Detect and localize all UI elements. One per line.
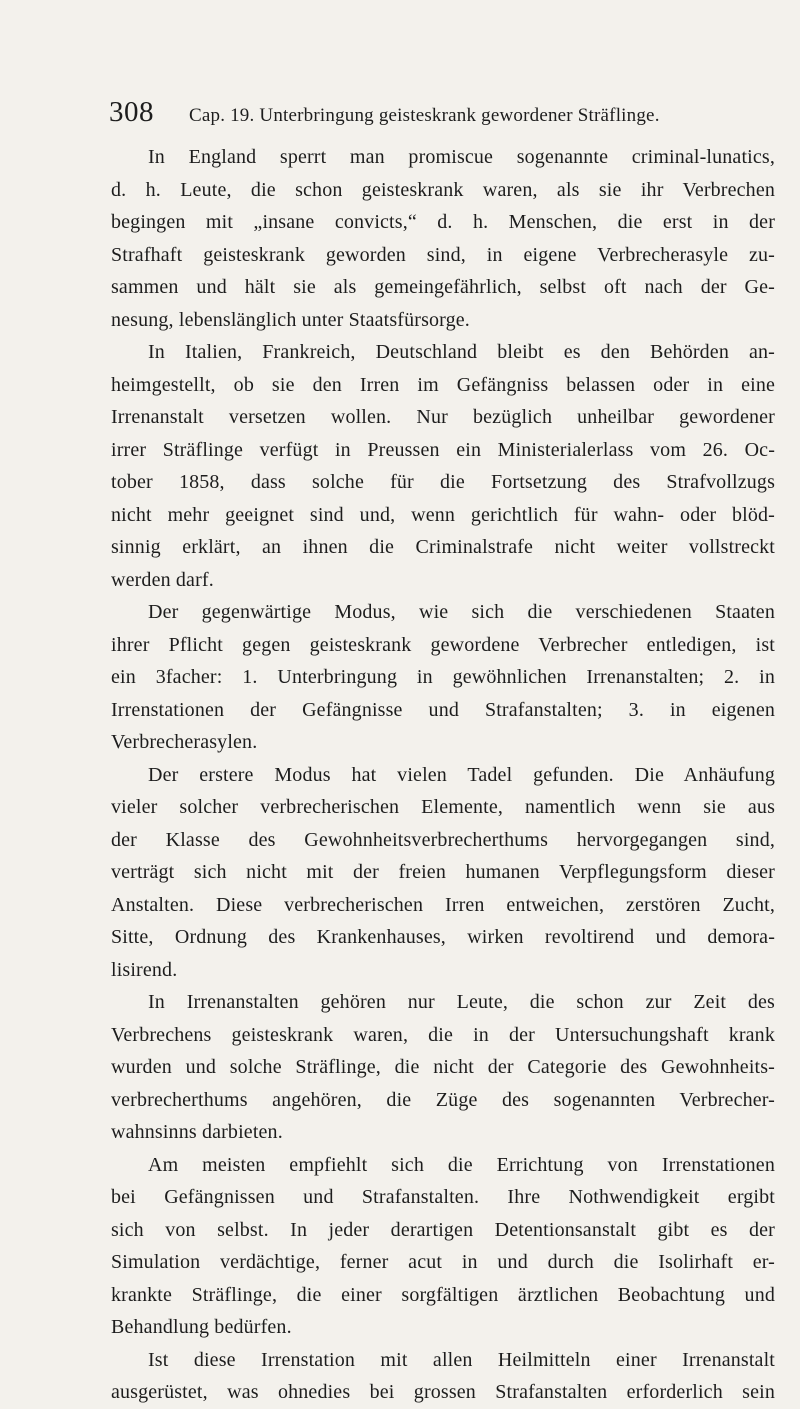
text-line: Verbrechens geisteskrank waren, die in der Untersuchungshaft krank bbox=[111, 1023, 775, 1046]
page-number: 308 bbox=[109, 96, 154, 128]
text-line: sinnig erklärt, an ihnen die Criminalstrafe nicht weiter vollstreckt bbox=[111, 536, 775, 558]
text-line: wurden und solche Sträflinge, die nicht der Categorie des Gewohnheits- bbox=[111, 1056, 775, 1078]
text-line: werden darf. bbox=[111, 568, 214, 591]
text-line: verbrecherthums angehören, die Züge des sogenannten Verbrecher- bbox=[111, 1088, 775, 1111]
text-line: krankte Sträflinge, die einer sorgfältigen ärztlichen Beobachtung und bbox=[111, 1283, 775, 1306]
paragraph-6 bbox=[111, 1149, 775, 1344]
text-line: Am meisten empfiehlt sich die Errichtung von Irrenstationen bbox=[148, 1153, 775, 1176]
text-line: Simulation verdächtige, ferner acut in und durch die Isolirhaft er- bbox=[111, 1251, 775, 1273]
running-head bbox=[109, 98, 799, 127]
text-line: ein 3facher: 1. Unterbringung in gewöhnlichen Irrenanstalten; 2. in bbox=[111, 666, 775, 688]
text-line: sich von selbst. In jeder derartigen Detentionsanstalt gibt es der bbox=[111, 1218, 775, 1241]
text-line: tober 1858, dass solche für die Fortsetzung des Strafvollzugs bbox=[111, 471, 775, 493]
text-line: Verbrecherasylen. bbox=[111, 731, 258, 753]
text-line: Irrenstationen der Gefängnisse und Strafanstalten; 3. in eigenen bbox=[111, 698, 775, 721]
text-line: lisirend. bbox=[111, 958, 178, 981]
text-line: bei Gefängnissen und Strafanstalten. Ihre Nothwendigkeit ergibt bbox=[111, 1186, 775, 1208]
text-line: Der erstere Modus hat vielen Tadel gefunden. Die Anhäufung bbox=[148, 763, 775, 786]
text-line: d. h. Leute, die schon geisteskrank waren, als sie ihr Verbrechen bbox=[111, 178, 775, 201]
text-line: begingen mit „insane convicts,“ d. h. Menschen, die erst in der bbox=[111, 211, 775, 233]
text-line: In England sperrt man promiscue sogenannte criminal-lunatics, bbox=[148, 146, 775, 168]
text-line: wahnsinns darbieten. bbox=[111, 1121, 283, 1143]
text-line: irrer Sträflinge verfügt in Preussen ein Ministerialerlass vom 26. Oc- bbox=[111, 438, 775, 461]
paragraph-3 bbox=[111, 596, 775, 759]
chapter-title: Cap. 19. Unterbringung geisteskrank gewordener Sträflinge. bbox=[189, 105, 660, 126]
text-line: verträgt sich nicht mit der freien humanen Verpflegungsform dieser bbox=[111, 861, 775, 883]
text-line: heimgestellt, ob sie den Irren im Gefängniss belassen oder in eine bbox=[111, 373, 775, 396]
text-line: Der gegenwärtige Modus, wie sich die verschiedenen Staaten bbox=[148, 601, 775, 623]
text-line: sammen und hält sie als gemeingefährlich, selbst oft nach der Ge- bbox=[111, 276, 775, 298]
text-line: nicht mehr geeignet sind und, wenn gerichtlich für wahn- oder blöd- bbox=[111, 503, 775, 526]
text-line: Anstalten. Diese verbrecherischen Irren entweichen, zerstören Zucht, bbox=[111, 893, 775, 916]
paragraph-7 bbox=[111, 1344, 775, 1409]
text-line: Ist diese Irrenstation mit allen Heilmitteln einer Irrenanstalt bbox=[148, 1348, 775, 1371]
text-line: vieler solcher verbrecherischen Elemente, namentlich wenn sie aus bbox=[111, 796, 775, 818]
text-line: ausgerüstet, was ohnedies bei grossen Strafanstalten erforderlich sein bbox=[111, 1381, 775, 1403]
text-line: Irrenanstalt versetzen wollen. Nur bezüglich unheilbar gewordener bbox=[111, 406, 775, 428]
paragraph-1 bbox=[111, 141, 775, 336]
text-line: In Italien, Frankreich, Deutschland bleibt es den Behörden an- bbox=[148, 341, 775, 363]
text-line: In Irrenanstalten gehören nur Leute, die schon zur Zeit des bbox=[148, 991, 775, 1013]
paragraph-5 bbox=[111, 986, 775, 1149]
text-line: der Klasse des Gewohnheitsverbrecherthums hervorgegangen sind, bbox=[111, 828, 775, 851]
paragraph-2 bbox=[111, 336, 775, 596]
text-line: ihrer Pflicht gegen geisteskrank gewordene Verbrecher entledigen, ist bbox=[111, 633, 775, 656]
body-text bbox=[111, 141, 775, 1409]
text-line: Strafhaft geisteskrank geworden sind, in eigene Verbrecherasyle zu- bbox=[111, 243, 775, 266]
paragraph-4 bbox=[111, 759, 775, 987]
text-line: Behandlung bedürfen. bbox=[111, 1316, 292, 1338]
text-line: nesung, lebenslänglich unter Staatsfürsorge. bbox=[111, 308, 470, 331]
text-line: Sitte, Ordnung des Krankenhauses, wirken revoltirend und demora- bbox=[111, 926, 775, 948]
